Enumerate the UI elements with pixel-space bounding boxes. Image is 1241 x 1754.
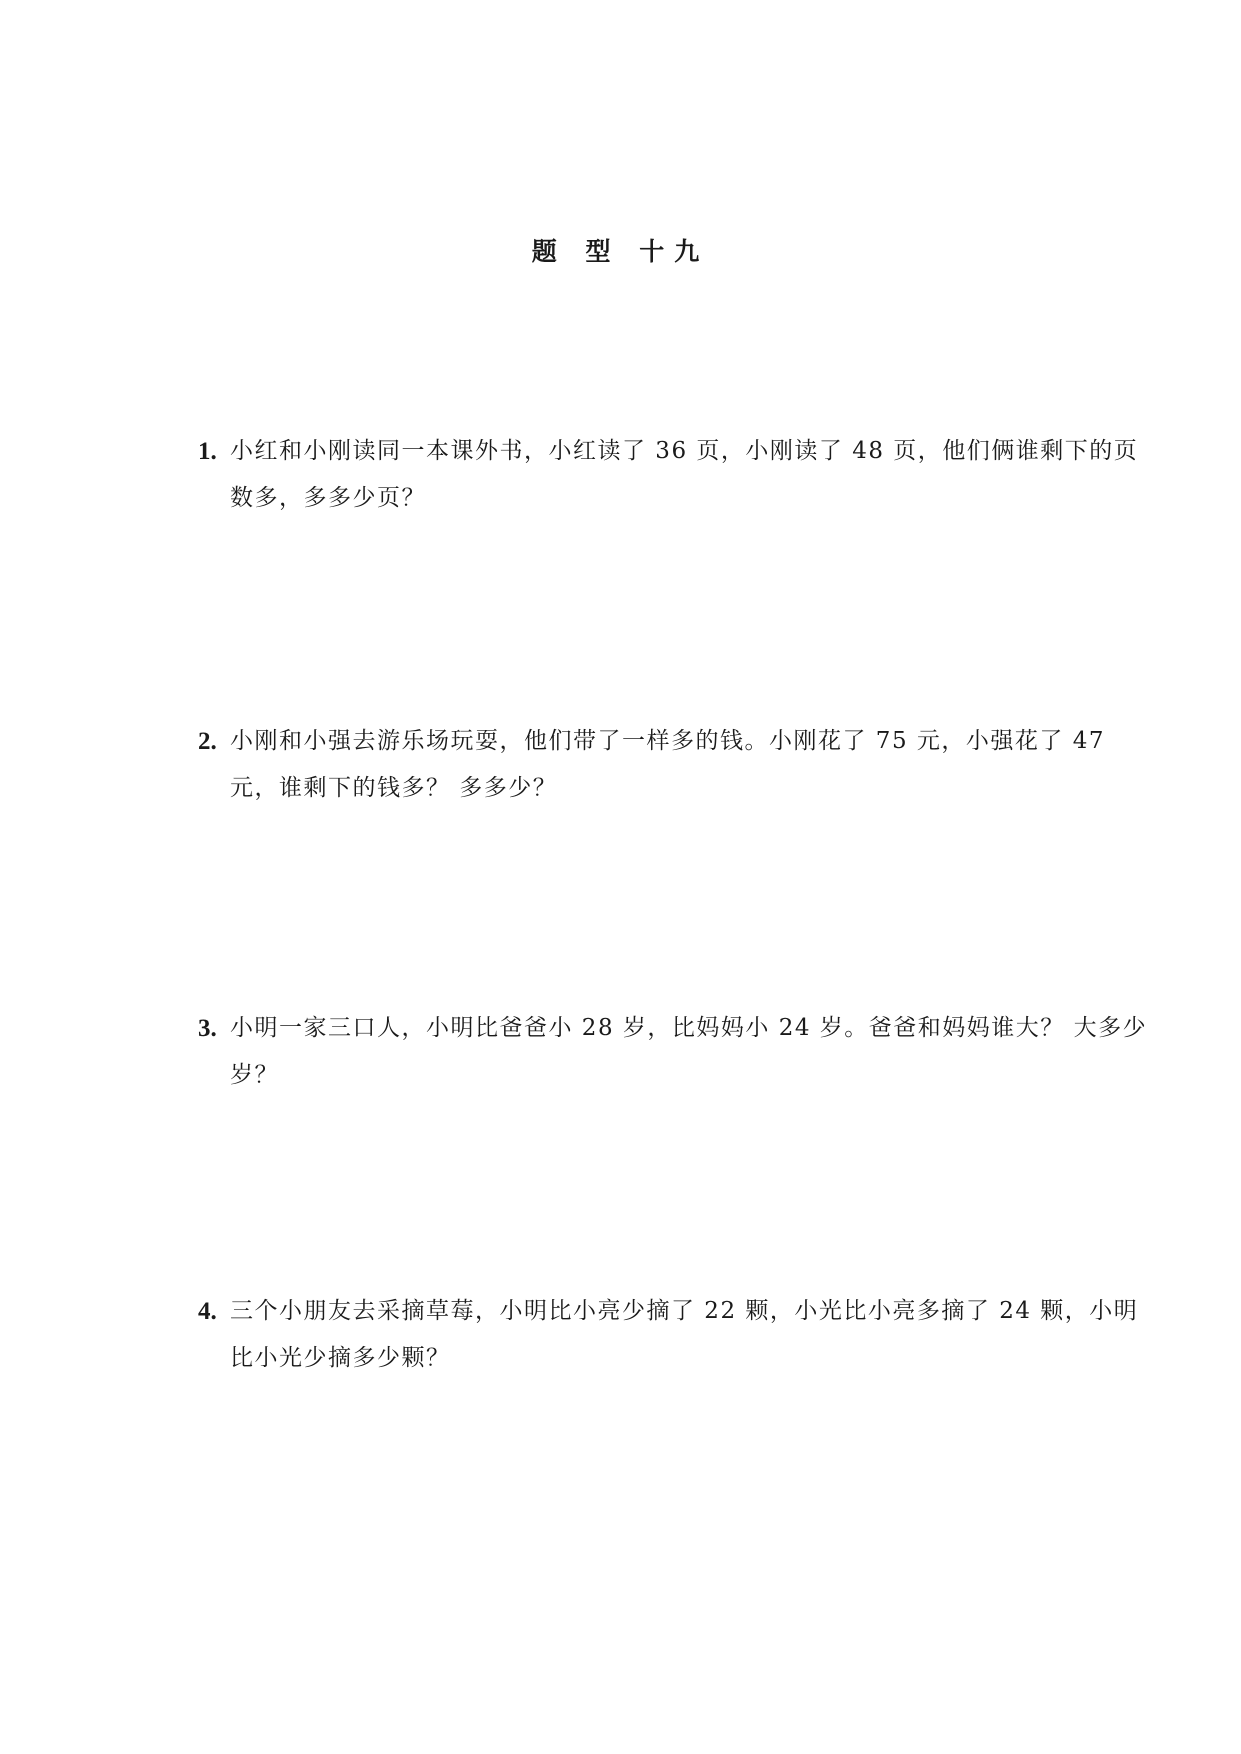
problem-1 — [198, 428, 1158, 522]
problem-text: 三个小朋友去采摘草莓，小明比小亮少摘了 22 颗，小光比小亮多摘了 24 颗，小明比小光少摘多少颗？ — [230, 1298, 1139, 1371]
problem-text: 小刚和小强去游乐场玩耍，他们带了一样多的钱。小刚花了 75 元，小强花了 47 元，谁剩下的钱多？ 多多少？ — [230, 728, 1105, 801]
problem-number: 4. — [198, 1298, 217, 1325]
problem-number: 3. — [198, 1015, 217, 1042]
problem-text: 小明一家三口人，小明比爸爸小 28 岁，比妈妈小 24 岁。爸爸和妈妈谁大？ 大多少岁？ — [230, 1015, 1148, 1088]
problem-3 — [198, 1005, 1158, 1099]
problem-number: 2. — [198, 728, 217, 755]
problem-4 — [198, 1288, 1158, 1382]
page-title: 题 型 十九 — [531, 237, 710, 266]
problem-2 — [198, 718, 1158, 812]
problem-text: 小红和小刚读同一本课外书，小红读了 36 页，小刚读了 48 页，他们俩谁剩下的页数多，多多少页？ — [230, 438, 1139, 511]
problem-number: 1. — [198, 438, 217, 465]
